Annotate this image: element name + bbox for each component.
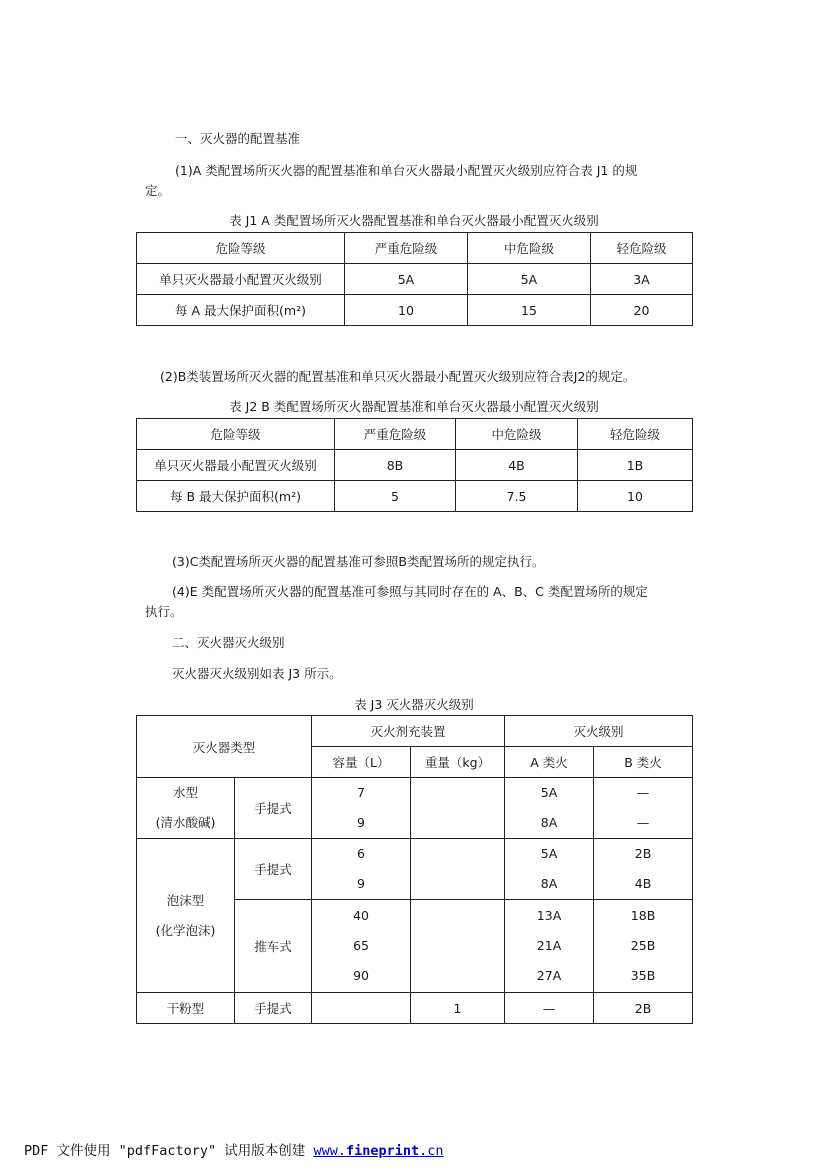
powder-a-level: — xyxy=(505,993,594,1024)
foam-handheld-weight xyxy=(411,839,505,900)
table-cell: 单只灭火器最小配置灭火级别 xyxy=(137,264,345,295)
header-b-class: B 类火 xyxy=(594,747,693,778)
table-j1-caption: 表 J1 A 类配置场所灭火器配置基准和单台灭火器最小配置灭火级别 xyxy=(229,213,599,228)
powder-mode: 手提式 xyxy=(235,993,312,1024)
table-row xyxy=(137,419,693,450)
table-row xyxy=(137,450,693,481)
b-level-value: — xyxy=(636,815,650,830)
foam-type-name: 泡沫型 xyxy=(166,892,205,908)
header-a-class: A 类火 xyxy=(505,747,594,778)
table-cell: 15 xyxy=(468,295,591,326)
foam-handheld-a-levels xyxy=(505,839,594,900)
footer-link-suffix: .cn xyxy=(419,1143,444,1159)
table-cell: 5A xyxy=(345,264,468,295)
table-j3 xyxy=(136,715,693,1024)
table-header-cell: 轻危险级 xyxy=(578,419,693,450)
header-volume: 容量（L） xyxy=(312,747,411,778)
table-j2 xyxy=(136,418,693,512)
footer-link-bold: fineprint xyxy=(345,1143,420,1159)
paragraph-1-line-2: 定。 xyxy=(145,183,171,198)
foam-handheld-mode: 手提式 xyxy=(235,839,312,900)
water-a-levels xyxy=(505,778,594,839)
paragraph-4-line-1: (4)E 类配置场所灭火器的配置基准可参照与其同时存在的 A、B、C 类配置场所的规定 xyxy=(172,584,648,599)
table-cell: 10 xyxy=(578,481,693,512)
foam-handheld-volumes xyxy=(312,839,411,900)
foam-cart-mode: 推车式 xyxy=(235,900,312,993)
section-heading-2: 二、灭火器灭火级别 xyxy=(172,635,285,650)
table-row xyxy=(137,233,693,264)
table-header-cell: 严重危险级 xyxy=(335,419,456,450)
foam-cart-volumes xyxy=(312,900,411,993)
foam-cart-b-levels xyxy=(594,900,693,993)
header-level: 灭火级别 xyxy=(505,716,693,747)
a-level-value: 5A xyxy=(540,846,558,861)
a-level-value: 21A xyxy=(536,938,562,953)
table-row xyxy=(137,839,693,900)
table-row xyxy=(137,716,693,747)
powder-b-level: 2B xyxy=(594,993,693,1024)
water-type-cell xyxy=(137,778,235,839)
b-level-value: 2B xyxy=(634,846,652,861)
volume-value: 6 xyxy=(357,846,365,861)
table-cell: 5 xyxy=(335,481,456,512)
table-j2-caption: 表 J2 B 类配置场所灭火器配置基准和单台灭火器最小配置灭火级别 xyxy=(229,399,599,414)
water-type-subname: (清水酸碱) xyxy=(155,815,216,830)
table-cell: 3A xyxy=(591,264,693,295)
b-level-value: 4B xyxy=(634,876,652,891)
table-j3-caption: 表 J3 灭火器灭火级别 xyxy=(354,697,474,712)
header-weight: 重量（kg） xyxy=(411,747,505,778)
paragraph-2: (2)B类装置场所灭火器的配置基准和单只灭火器最小配置灭火级别应符合表J2的规定。 xyxy=(160,369,636,384)
paragraph-5: 灭火器灭火级别如表 J3 所示。 xyxy=(172,666,342,681)
footer-text: PDF 文件使用 "pdfFactory" 试用版本创建 xyxy=(24,1143,314,1159)
table-header-cell: 危险等级 xyxy=(137,233,345,264)
volume-value: 7 xyxy=(357,785,365,800)
water-volumes xyxy=(312,778,411,839)
table-cell: 10 xyxy=(345,295,468,326)
volume-value: 65 xyxy=(353,938,369,953)
table-header-cell: 危险等级 xyxy=(137,419,335,450)
footer-link[interactable] xyxy=(313,1143,443,1159)
volume-value: 9 xyxy=(357,876,365,891)
powder-type-name: 干粉型 xyxy=(137,993,235,1024)
volume-value: 40 xyxy=(353,908,369,923)
powder-weight: 1 xyxy=(411,993,505,1024)
volume-value: 90 xyxy=(353,968,369,983)
paragraph-3: (3)C类配置场所灭火器的配置基准可参照B类配置场所的规定执行。 xyxy=(172,554,545,569)
table-row xyxy=(137,295,693,326)
table-header-cell: 中危险级 xyxy=(468,233,591,264)
b-level-value: 35B xyxy=(630,968,656,983)
table-row xyxy=(137,778,693,839)
table-j1 xyxy=(136,232,693,326)
water-type-name: 水型 xyxy=(172,785,198,800)
water-weight xyxy=(411,778,505,839)
a-level-value: 13A xyxy=(536,908,562,923)
a-level-value: 27A xyxy=(536,968,562,983)
powder-volume xyxy=(312,993,411,1024)
foam-cart-weight xyxy=(411,900,505,993)
paragraph-1-line-1: (1)A 类配置场所灭火器的配置基准和单台灭火器最小配置灭火级别应符合表 J1 的规 xyxy=(175,163,638,178)
footer-link-prefix: www. xyxy=(313,1143,346,1159)
a-level-value: 8A xyxy=(540,876,558,891)
a-level-value: 5A xyxy=(540,785,558,800)
foam-type-subname: (化学泡沫) xyxy=(155,922,216,938)
b-level-value: 18B xyxy=(630,908,656,923)
foam-handheld-b-levels xyxy=(594,839,693,900)
table-row xyxy=(137,993,693,1024)
table-cell: 每 B 最大保护面积(m²) xyxy=(137,481,335,512)
foam-cart-a-levels xyxy=(505,900,594,993)
section-heading-1: 一、灭火器的配置基准 xyxy=(175,131,301,146)
table-cell: 单只灭火器最小配置灭火级别 xyxy=(137,450,335,481)
table-header-cell: 中危险级 xyxy=(456,419,578,450)
table-cell: 每 A 最大保护面积(m²) xyxy=(137,295,345,326)
table-cell: 20 xyxy=(591,295,693,326)
a-level-value: 8A xyxy=(540,815,558,830)
header-charge: 灭火剂充装置 xyxy=(312,716,505,747)
b-level-value: — xyxy=(636,785,650,800)
paragraph-4-line-2: 执行。 xyxy=(145,604,183,619)
b-level-value: 25B xyxy=(630,938,656,953)
table-cell: 1B xyxy=(578,450,693,481)
table-cell: 8B xyxy=(335,450,456,481)
water-mode: 手提式 xyxy=(235,778,312,839)
foam-type-cell xyxy=(137,839,235,993)
volume-value: 9 xyxy=(357,815,365,830)
table-row xyxy=(137,481,693,512)
table-cell: 7.5 xyxy=(456,481,578,512)
table-header-cell: 严重危险级 xyxy=(345,233,468,264)
table-cell: 4B xyxy=(456,450,578,481)
water-b-levels xyxy=(594,778,693,839)
table-cell: 5A xyxy=(468,264,591,295)
table-header-cell: 轻危险级 xyxy=(591,233,693,264)
table-row xyxy=(137,264,693,295)
header-type: 灭火器类型 xyxy=(137,716,312,778)
pdf-footer xyxy=(24,1139,444,1159)
